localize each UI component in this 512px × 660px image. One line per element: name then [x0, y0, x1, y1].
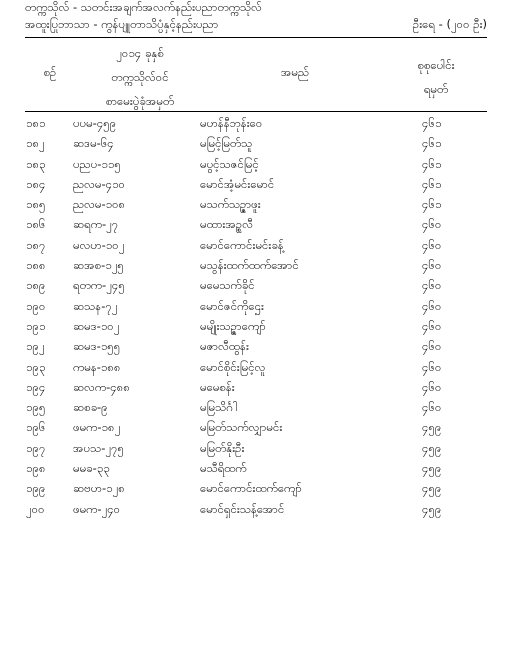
table-row: [25, 417, 487, 437]
row-number: ၁၉၃: [26, 359, 46, 374]
table-row: [25, 357, 487, 377]
row-number: ၁၈၆: [26, 217, 46, 232]
exam-seat-number: ဆလက-၄၈၈: [73, 379, 130, 394]
student-name: မောင်ဇင်ကိုဌေး: [200, 298, 264, 313]
table-row: [25, 316, 487, 336]
row-number: ၁၉၉: [26, 481, 46, 496]
total-mark: ၄၆၀: [422, 400, 442, 415]
row-number: ၁၉၄: [26, 379, 46, 394]
table-row: [25, 296, 487, 316]
row-number: ၁၉၀: [26, 298, 46, 313]
table-row: [25, 235, 487, 255]
exam-seat-number: ဆစခ-၉: [73, 400, 108, 415]
table-row: [25, 336, 487, 356]
row-number: ၁၈၉: [26, 278, 46, 293]
column-header-id: [75, 41, 205, 113]
column-header-id-line2: တက္ကသိုလ်ဝင်: [111, 70, 169, 84]
exam-seat-number: ဖမက-၁၈၂: [73, 420, 121, 435]
exam-seat-number: ကမန-၁၈၈: [73, 359, 121, 374]
exam-seat-number: ဆမဒ-၁၅၅: [73, 339, 121, 354]
table-row: [25, 194, 487, 214]
table-row: [25, 113, 487, 133]
table-row: [25, 133, 487, 153]
row-number: ၁၉၈: [26, 461, 46, 476]
student-name: မဇာလီထွန်း: [200, 339, 249, 354]
exam-seat-number: ညလမ-၁၀၈: [73, 197, 126, 212]
total-mark: ၄၅၉: [422, 461, 442, 476]
total-mark: ၄၆၀: [422, 258, 442, 273]
row-number: ၁၈၁: [26, 116, 46, 130]
total-mark: ၄၆၀: [422, 379, 442, 394]
student-name: မဟန်နီဘုန်းဝေ: [200, 116, 263, 130]
exam-seat-number: ဆဗဟ-၁၂၈: [73, 481, 125, 496]
total-mark: ၄၆၀: [422, 278, 442, 293]
student-name: မောင်ကောင်းမင်းခန့်: [200, 237, 284, 252]
row-number: ၁၈၇: [26, 237, 46, 252]
total-mark: ၄၆၁: [422, 176, 442, 191]
column-header-id-line3: စာမေးပွဲခုံအမှတ်: [105, 94, 175, 108]
student-name: မမြတ်နိုးဦး: [200, 440, 245, 455]
column-header-mark: [385, 53, 487, 101]
exam-seat-number: ဆသန-၇၂: [73, 298, 118, 313]
results-table-body: [25, 113, 487, 519]
row-number: ၁၈၅: [26, 197, 46, 212]
row-number: ၁၉၅: [26, 400, 46, 415]
exam-seat-number: အပသ-၂၇၅: [73, 440, 124, 455]
specialization-title: အထူးပြုဘာသာ - ကွန်ပျူတာသိပ္ပံနှင့်နည်းပညာ: [25, 17, 219, 31]
table-row: [25, 255, 487, 275]
exam-seat-number: ပညပ-၁၁၅: [73, 156, 121, 171]
row-number: ၁၉၁: [26, 318, 46, 333]
row-number: ၁၉၇: [26, 440, 46, 455]
table-row: [25, 458, 487, 478]
total-mark: ၄၆၀: [422, 237, 442, 252]
header-rule-bottom: [25, 111, 487, 112]
exam-seat-number: မမခ-၃၃: [73, 461, 110, 476]
student-name: မောင်အံ့မင်းမောင်: [200, 176, 275, 191]
student-name: မောင်ကောင်းထက်ကျော်: [200, 481, 302, 496]
student-name: မသီရိထက်: [200, 461, 247, 476]
exam-seat-number: ဆရက-၂၇: [73, 217, 119, 232]
exam-seat-number: ဆမဒ-၁၀၂: [73, 318, 120, 333]
exam-seat-number: ပပမ-၄၅၉: [73, 116, 117, 130]
row-number: ၁၉၆: [26, 420, 46, 435]
student-name: မသက်သဉ္ဇာဖူး: [200, 197, 261, 212]
student-name: မသွန်းထက်ထက်အောင်: [200, 258, 299, 273]
table-row: [25, 174, 487, 194]
student-name: မမြသိင်္ဂါ: [200, 400, 238, 415]
exam-seat-number: ရတက-၂၄၅: [73, 278, 125, 293]
total-mark: ၄၆၀: [422, 359, 442, 374]
student-name: မထားအဥ္စလီ: [200, 217, 254, 232]
total-mark: ၄၅၉: [422, 420, 442, 435]
row-number: ၁၈၄: [26, 176, 46, 191]
student-name: မမေသက်ခိုင်: [200, 278, 255, 293]
table-row: [25, 499, 487, 519]
exam-seat-number: ဆအစ-၁၂၅: [73, 258, 124, 273]
column-header-mark-line2: ရမှတ်: [423, 82, 449, 96]
column-header-no: စဉ်: [43, 65, 57, 79]
table-row: [25, 397, 487, 417]
total-mark: ၄၆၁: [422, 136, 442, 151]
row-number: ၁၈၈: [26, 258, 46, 273]
student-name: မပွင့်သဇင်မြင့်: [200, 156, 259, 171]
total-mark: ၄၅၉: [422, 501, 442, 516]
total-mark: ၄၆၁: [422, 156, 442, 171]
row-number: ၂၀၀: [26, 501, 45, 516]
exam-seat-number: ဆဒမ-၆၄: [73, 136, 114, 151]
exam-seat-number: မလဟ-၁၀၂: [73, 237, 125, 252]
university-title: တက္ကသိုလ် - သတင်းအချက်အလက်နည်းပညာတက္ကသိုလ်: [25, 0, 262, 14]
table-row: [25, 377, 487, 397]
column-header-name: အမည်: [280, 65, 310, 79]
header-rule-top: [25, 37, 487, 38]
student-name: မမြင့်မြတ်သူ: [200, 136, 253, 151]
column-header-mark-line1: စုစုပေါင်း: [417, 58, 455, 72]
student-name: မမြတ်သက်လျှာမင်း: [200, 420, 283, 435]
row-number: ၁၈၂: [26, 136, 45, 151]
total-mark: ၄၆၁: [422, 116, 442, 130]
column-header-id-line1: ၂၀၁၄ ခုနှစ်: [116, 46, 164, 60]
total-mark: ၄၆၀: [422, 298, 442, 313]
exam-seat-number: ဖမက-၂၄၀: [73, 501, 121, 516]
total-mark: ၄၆၀: [422, 318, 442, 333]
total-mark: ၄၅၉: [422, 481, 442, 496]
table-row: [25, 275, 487, 295]
total-mark: ၄၆၀: [422, 339, 442, 354]
student-name: မောင်ရှင်းသန့်အောင်: [200, 501, 285, 516]
table-row: [25, 154, 487, 174]
table-row: [25, 438, 487, 458]
row-number: ၁၉၂: [26, 339, 45, 354]
total-mark: ၄၅၉: [422, 440, 442, 455]
student-name: မမေစန်း: [200, 379, 235, 394]
student-name: မမျိုးသဉ္ဇာကျော်: [200, 318, 266, 333]
student-name: မောင်စိုင်းမြင့်လူ: [200, 359, 266, 374]
total-mark: ၄၆၁: [422, 197, 442, 212]
table-row: [25, 478, 487, 498]
row-number: ၁၈၃: [26, 156, 46, 171]
exam-seat-number: ညလမ-၄၁၀: [73, 176, 126, 191]
total-mark: ၄၆၀: [422, 217, 442, 232]
student-count: ဦးရေ - (၂၀၀ ဦး): [412, 17, 487, 31]
table-row: [25, 214, 487, 234]
